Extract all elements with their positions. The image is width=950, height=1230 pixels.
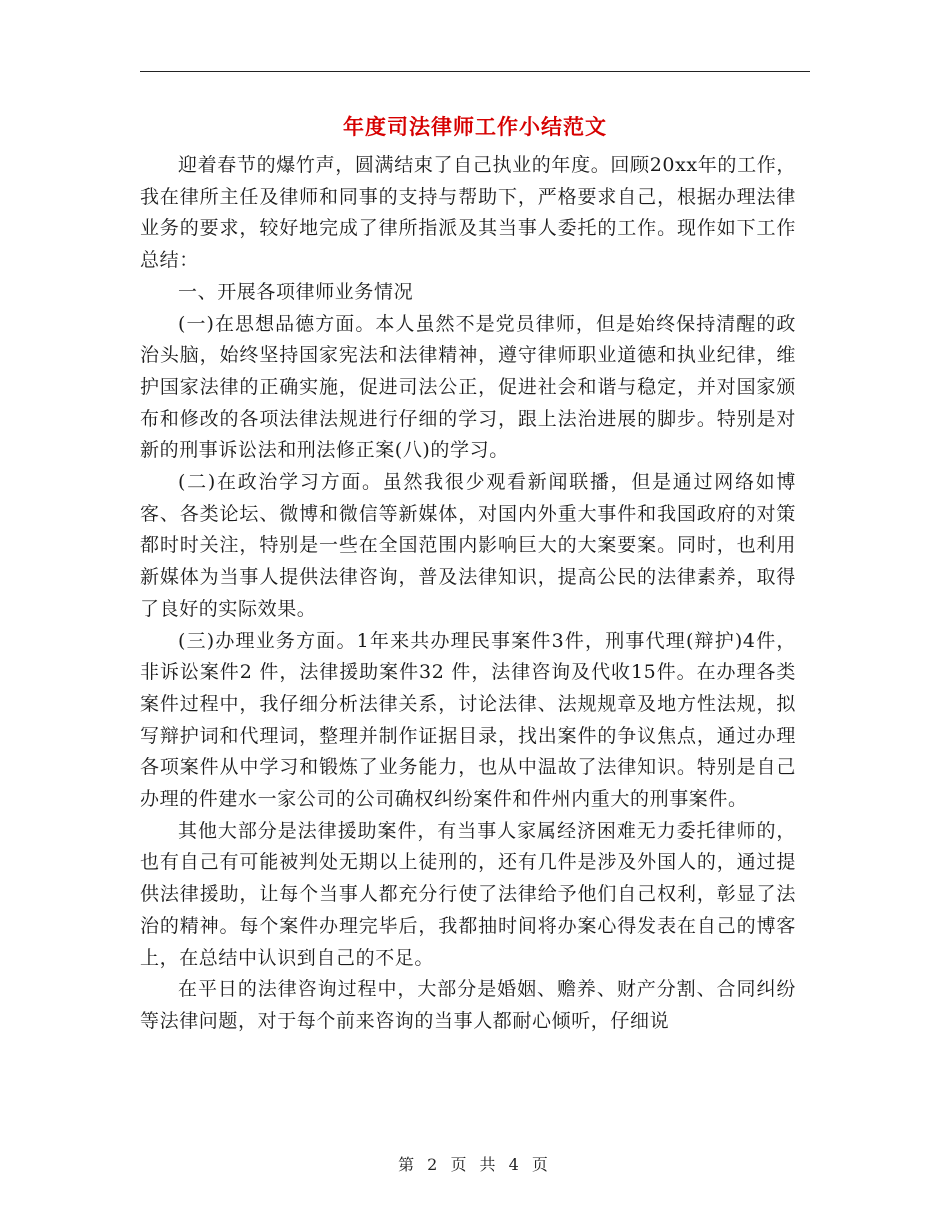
- paragraph-business: (三)办理业务方面。1年来共办理民事案件3件，刑事代理(辩护)4件，非诉讼案件2 件，法律援助案件32 件，法律咨询及代收15件。在办理各类案件过程中，我仔细分析法律关系，讨论法律、法规规章及地方性法规，拟写辩护词和代理词，整理并制作证据目录，找出案件的争议焦点，通过办理各项案件从中学习和锻炼了业务能力，也从中温故了法律知识。特别是自己办理的件建水一家公司的公司确权纠纷案件和件州内重大的刑事案件。: [140, 629, 796, 811]
- paragraph-political-study: (二)在政治学习方面。虽然我很少观看新闻联播，但是通过网络如博客、各类论坛、微博和微信等新媒体，对国内外重大事件和我国政府的对策都时时关注，特别是一些在全国范围内影响巨大的大案要案。同时，也利用新媒体为当事人提供法律咨询，普及法律知识，提高公民的法律素养，取得了良好的实际效果。: [140, 471, 796, 620]
- header-rule: [140, 71, 810, 72]
- document-body: [140, 150, 796, 1038]
- paragraph-consultation: 在平日的法律咨询过程中，大部分是婚姻、赡养、财产分割、合同纠纷等法律问题，对于每个前来咨询的当事人都耐心倾听，仔细说: [140, 978, 796, 1032]
- document-title: 年度司法律师工作小结范文: [343, 114, 607, 139]
- page-number: 第 2 页 共 4 页: [398, 1155, 552, 1174]
- paragraph-intro: 迎着春节的爆竹声，圆满结束了自己执业的年度。回顾20xx年的工作，我在律所主任及律师和同事的支持与帮助下，严格要求自己，根据办理法律业务的要求，较好地完成了律所指派及其当事人委托的工作。现作如下工作总结：: [140, 154, 796, 272]
- paragraph-moral: (一)在思想品德方面。本人虽然不是党员律师，但是始终保持清醒的政治头脑，始终坚持国家宪法和法律精神，遵守律师职业道德和执业纪律，维护国家法律的正确实施，促进司法公正，促进社会和谐与稳定，并对国家颁布和修改的各项法律法规进行仔细的学习，跟上法治进展的脚步。特别是对新的刑事诉讼法和刑法修正案(八)的学习。: [140, 312, 796, 462]
- paragraph-legal-aid: 其他大部分是法律援助案件，有当事人家属经济困难无力委托律师的，也有自己有可能被判处无期以上徒刑的，还有几件是涉及外国人的，通过提供法律援助，让每个当事人都充分行使了法律给予他们自己权利，彰显了法治的精神。每个案件办理完毕后，我都抽时间将办案心得发表在自己的博客上，在总结中认识到自己的不足。: [140, 819, 796, 969]
- section-heading: 一、开展各项律师业务情况: [178, 280, 414, 303]
